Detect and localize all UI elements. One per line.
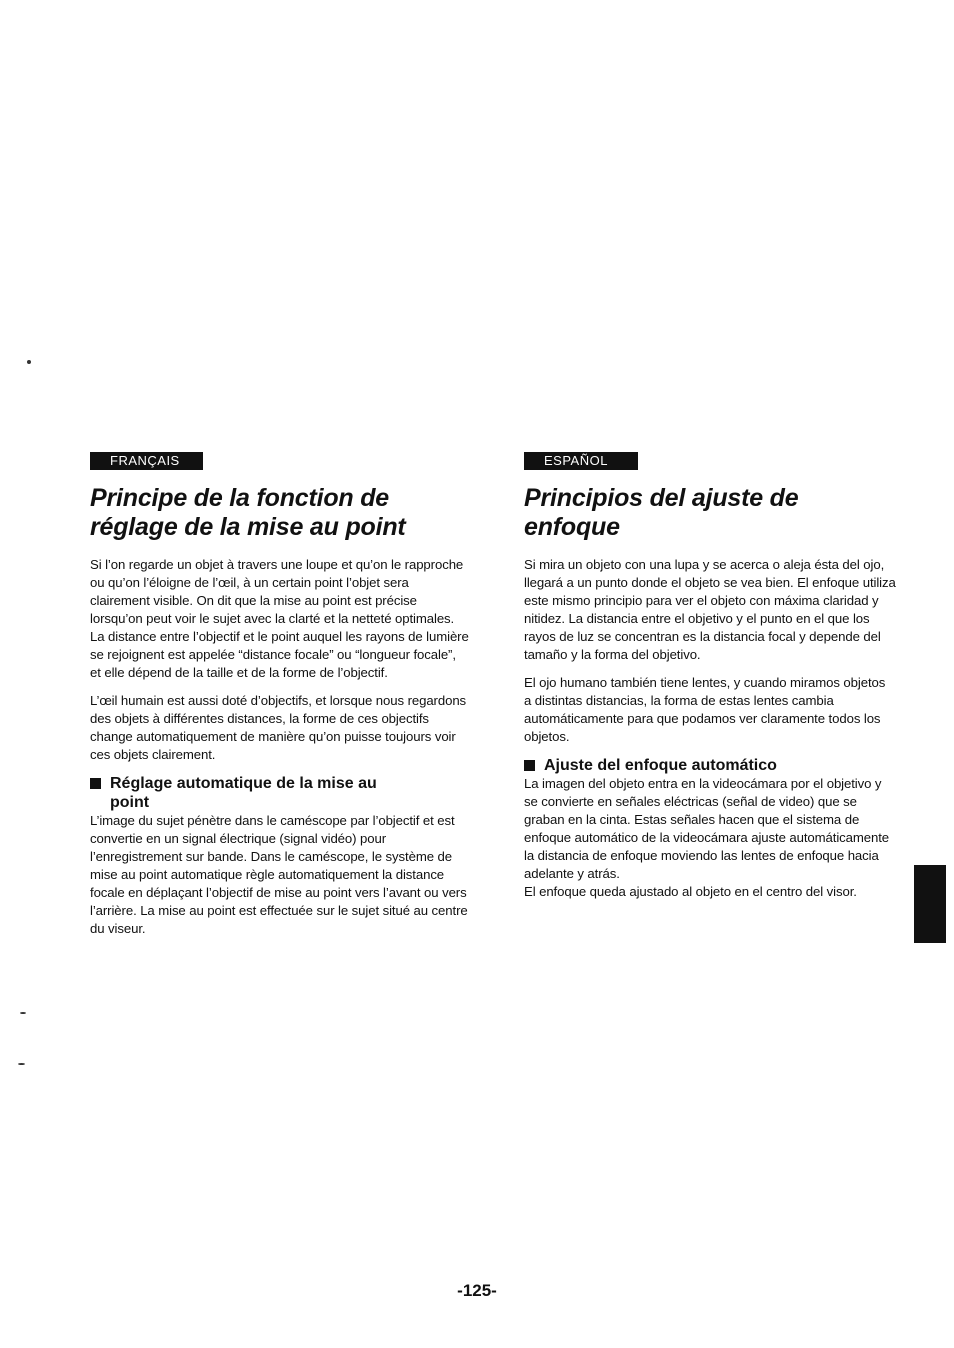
- french-column: [90, 452, 470, 948]
- scan-speck: [20, 1012, 26, 1014]
- spanish-column: [524, 452, 896, 911]
- scan-speck: [18, 1063, 25, 1065]
- french-subheading-line-2: point: [110, 794, 150, 811]
- french-title: [90, 484, 470, 542]
- spanish-paragraph-1: Si mira un objeto con una lupa y se acerca o aleja ésta del ojo, llegará a un punto donde el objeto se vea bien. El enfoque utiliza este mismo principio para ver el objeto con máxima claridad y nitidez. La distancia entre el objetivo y el punto en el que los rayos de luz se concentran es la distancia focal y depende del tamaño y la forma del objetivo.: [524, 557, 896, 662]
- scan-speck: [27, 360, 31, 364]
- french-paragraph-1: Si l’on regarde un objet à travers une loupe et qu’on le rapproche ou qu’on l’éloigne de l’œil, à un certain point l’objet sera clairement visible. On dit que la mise au point est précise lorsqu’on peut voir le sujet avec la clarté et la netteté optimales. La distance entre l’objectif et le point auquel les rayons de lumière se rejoignent est appelée “distance focale” ou “longueur focale”, et elle dépend de la taille et de la forme de l’objectif.: [90, 557, 469, 680]
- spanish-sub-paragraph-1: La imagen del objeto entra en la videocámara por el objetivo y se convierte en señales eléctricas (señal de video) que se graban en la cinta. Estas señales hacen que el sistema de enfoque automático de la videocámara ajuste automáticamente la distancia de enfoque moviendo las lentes de enfoque hacia adelante y atrás.: [524, 776, 890, 881]
- french-sub-paragraph: L’image du sujet pénètre dans le caméscope par l’objectif et est convertie en un signal électrique (signal vidéo) pour l’enregistrement sur bande. Dans le caméscope, le système de mise au point automatique règle automatiquement la distance focale en déplaçant l’objectif de mise au point vers l’avant ou vers l’arrière. La mise au point est effectuée sur le sujet situé au centre du viseur.: [90, 813, 468, 936]
- spanish-sub-paragraph-2: El enfoque queda ajustado al objeto en el centro del visor.: [524, 884, 857, 899]
- square-bullet-icon: [524, 760, 535, 771]
- french-paragraph-2: L’œil humain est aussi doté d’objectifs, et lorsque nous regardons des objets à différentes distances, la forme de ces objectifs change automatiquement de manière qu’on puisse toujours voir ces objets clairement.: [90, 693, 467, 762]
- french-subheading-line-1: Réglage automatique de la mise au: [110, 775, 377, 792]
- square-bullet-icon: [90, 778, 101, 789]
- language-label-french: FRANÇAIS: [90, 452, 203, 470]
- language-label-spanish: ESPAÑOL: [524, 452, 638, 470]
- french-title-line-1: Principe de la fonction de: [90, 484, 390, 512]
- spanish-title-line-1: Principios del ajuste de: [524, 484, 799, 512]
- spanish-subheading-text: Ajuste del enfoque automático: [544, 757, 777, 774]
- french-subheading: [90, 774, 470, 812]
- spanish-paragraph-2: El ojo humano también tiene lentes, y cuando miramos objetos a distintas distancias, la forma de estas lentes cambia automáticamente para que podamos ver claramente todos los objetos.: [524, 675, 886, 744]
- spanish-title: [524, 484, 896, 542]
- spanish-subheading: [524, 756, 896, 775]
- spanish-title-line-2: enfoque: [524, 513, 620, 541]
- page-number: -125-: [457, 1281, 497, 1300]
- french-title-line-2: réglage de la mise au point: [90, 513, 406, 541]
- section-tab-marker: [914, 865, 946, 943]
